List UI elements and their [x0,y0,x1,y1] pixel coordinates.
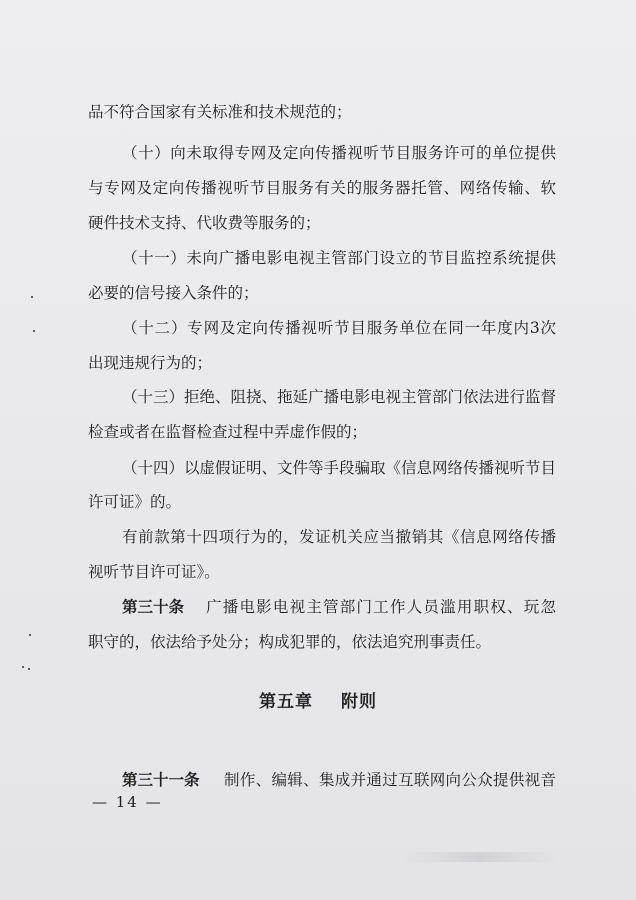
text-line: 与专网及定向传播视听节目服务有关的服务器托管、网络传输、软 [88,179,556,197]
text-line: 视听节目许可证》。 [88,563,220,581]
text-line: （十）向未取得专网及定向传播视听节目服务许可的单位提供 [122,144,556,162]
scan-speck [22,666,24,668]
page-number: — 14 — [92,793,163,811]
text-line: 出现违规行为的； [88,354,213,372]
scan-speck [28,668,30,670]
text-line: 广播电影电视主管部门工作人员滥用职权、玩忽 [206,598,556,616]
chapter-number: 第五章 [259,692,313,712]
scan-speck [31,296,33,298]
text-line: 检查或者在监督检查过程中弄虚作假的； [88,423,368,441]
text-line: 硬件技术支持、代收费等服务的； [88,214,321,232]
text-line: （十二）专网及定向传播视听节目服务单位在同一年度内3次 [122,319,556,337]
scan-bleed-through [400,852,560,862]
text-line: （十四）以虚假证明、文件等手段骗取《信息网络传播视听节目 [122,459,557,477]
text-line: 职守的，依法给予处分；构成犯罪的，依法追究刑事责任。 [88,633,492,651]
text-line: 许可证》的。 [88,493,182,511]
text-line: （十一）未向广播电影电视主管部门设立的节目监控系统提供 [122,249,556,267]
scan-speck [29,634,31,636]
text-line: 必要的信号接入条件的； [88,284,259,302]
text-line: （十三）拒绝、阻挠、拖延广播电影电视主管部门依法进行监督 [122,388,557,406]
chapter-heading [0,690,636,714]
text-line: 制作、编辑、集成并通过互联网向公众提供视音 [224,771,556,789]
article-30-heading: 第三十条 [122,597,185,616]
scan-speck [33,330,35,332]
text-line: 有前款第十四项行为的，发证机关应当撤销其《信息网络传播 [122,528,556,546]
article-31-heading: 第三十一条 [122,770,200,789]
chapter-title: 附则 [341,692,377,712]
text-line: 品不符合国家有关标准和技术规范的； [88,103,352,121]
